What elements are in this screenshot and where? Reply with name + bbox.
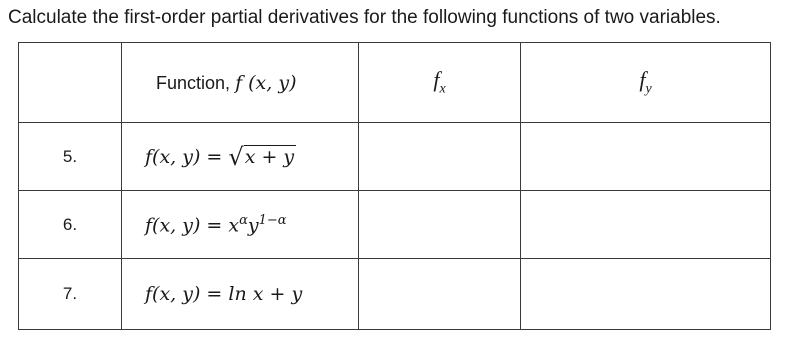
header-function-symbol: f (x, y) xyxy=(235,71,297,94)
function-lhs: f(x, y) = x xyxy=(145,214,240,237)
row-function: f(x, y) = ln x + y xyxy=(122,259,359,330)
table-row xyxy=(19,123,771,191)
fy-answer-cell[interactable] xyxy=(521,191,771,259)
fy-answer-cell[interactable] xyxy=(521,123,771,191)
table-row xyxy=(19,191,771,259)
fy-answer-cell[interactable] xyxy=(521,259,771,330)
function-mid: y xyxy=(247,214,259,237)
header-fx-subscript: x xyxy=(439,81,446,97)
header-function-cell xyxy=(122,43,359,123)
radical-sign: √ xyxy=(228,142,244,171)
derivatives-table xyxy=(18,42,771,330)
fx-answer-cell[interactable] xyxy=(359,191,521,259)
fx-answer-cell[interactable] xyxy=(359,123,521,191)
row-function xyxy=(122,123,359,191)
row-function xyxy=(122,191,359,259)
row-number: 6. xyxy=(19,191,122,259)
header-fy-cell xyxy=(521,43,771,123)
row-number: 5. xyxy=(19,123,122,191)
fx-answer-cell[interactable] xyxy=(359,259,521,330)
row-number: 7. xyxy=(19,259,122,330)
header-fx-cell xyxy=(359,43,521,123)
radicand: x + y xyxy=(244,145,295,168)
table-header-row xyxy=(19,43,771,123)
header-fx-letter: f xyxy=(433,67,440,93)
exponent-alpha: α xyxy=(239,212,248,228)
header-number-cell xyxy=(19,43,122,123)
table-row xyxy=(19,259,771,330)
header-fy-letter: f xyxy=(639,67,646,93)
function-lhs: f(x, y) = xyxy=(145,145,229,168)
instruction-text: Calculate the first-order partial derivatives for the following functions of two variables. xyxy=(8,7,721,28)
exponent-one-minus-alpha: 1−α xyxy=(258,212,287,228)
header-fy-subscript: y xyxy=(645,81,652,97)
header-function-label: Function, xyxy=(156,72,231,93)
